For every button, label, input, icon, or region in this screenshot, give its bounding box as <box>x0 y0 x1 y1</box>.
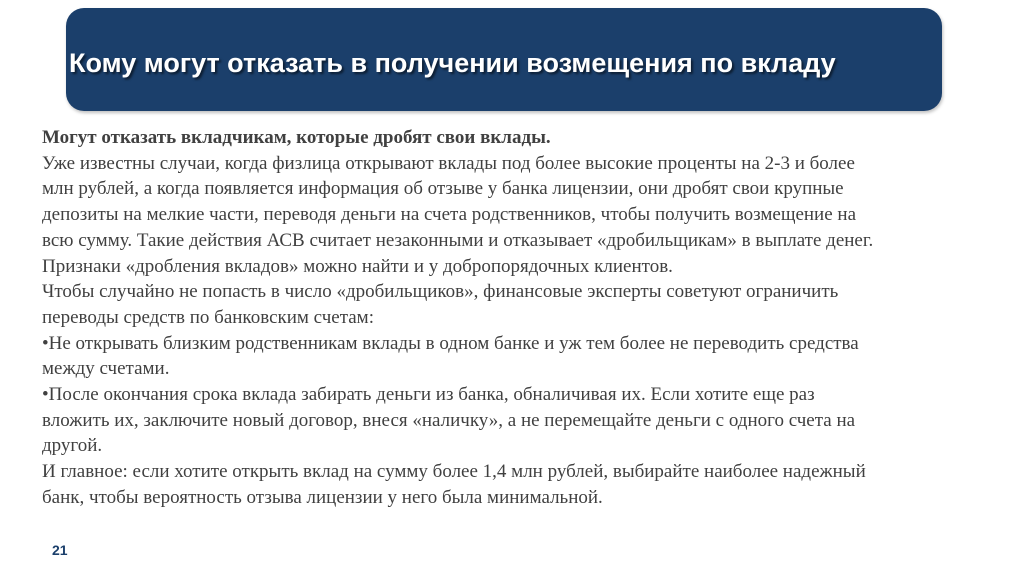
title-banner <box>66 8 942 111</box>
body-line: депозиты на мелкие части, переводя деньги на счета родственников, чтобы получить возмещение на <box>42 204 857 226</box>
body-line: другой. <box>42 435 103 457</box>
page-number: 21 <box>52 542 68 558</box>
body-line: Признаки «дробления вкладов» можно найти и у добропорядочных клиентов. <box>42 255 673 277</box>
slide-title: Кому могут отказать в получении возмещения по вкладу <box>69 48 836 78</box>
body-line: Чтобы случайно не попасть в число «дробильщиков», финансовые эксперты советуют ограничить <box>42 281 839 303</box>
body-line: млн рублей, а когда появляется информация об отзыве у банка лицензии, они дробят свои крупные <box>42 178 844 200</box>
body-heading-line: Могут отказать вкладчикам, которые дробят свои вклады. <box>42 127 551 148</box>
bullet-line: •Не открывать близким родственникам вклады в одном банке и уж тем более не переводить средства <box>42 332 859 354</box>
body-line: вложить их, заключите новый договор, внеся «наличку», а не перемещайте деньги с одного счета на <box>42 409 856 431</box>
body-line: между счетами. <box>42 358 170 380</box>
body-line: Уже известны случаи, когда физлица открывают вклады под более высокие проценты на 2-3 и более <box>42 152 855 174</box>
body-line: всю сумму. Такие действия АСВ считает незаконными и отказывает «дробильщикам» в выплате денег. <box>42 229 874 251</box>
body-line: банк, чтобы вероятность отзыва лицензии у него была минимальной. <box>42 486 603 508</box>
slide-body <box>42 125 982 511</box>
body-line: И главное: если хотите открыть вклад на сумму более 1,4 млн рублей, выбирайте наиболее надежный <box>42 461 866 483</box>
bullet-line: •После окончания срока вклада забирать деньги из банка, обналичивая их. Если хотите еще раз <box>42 384 815 406</box>
body-line: переводы средств по банковским счетам: <box>42 306 374 328</box>
